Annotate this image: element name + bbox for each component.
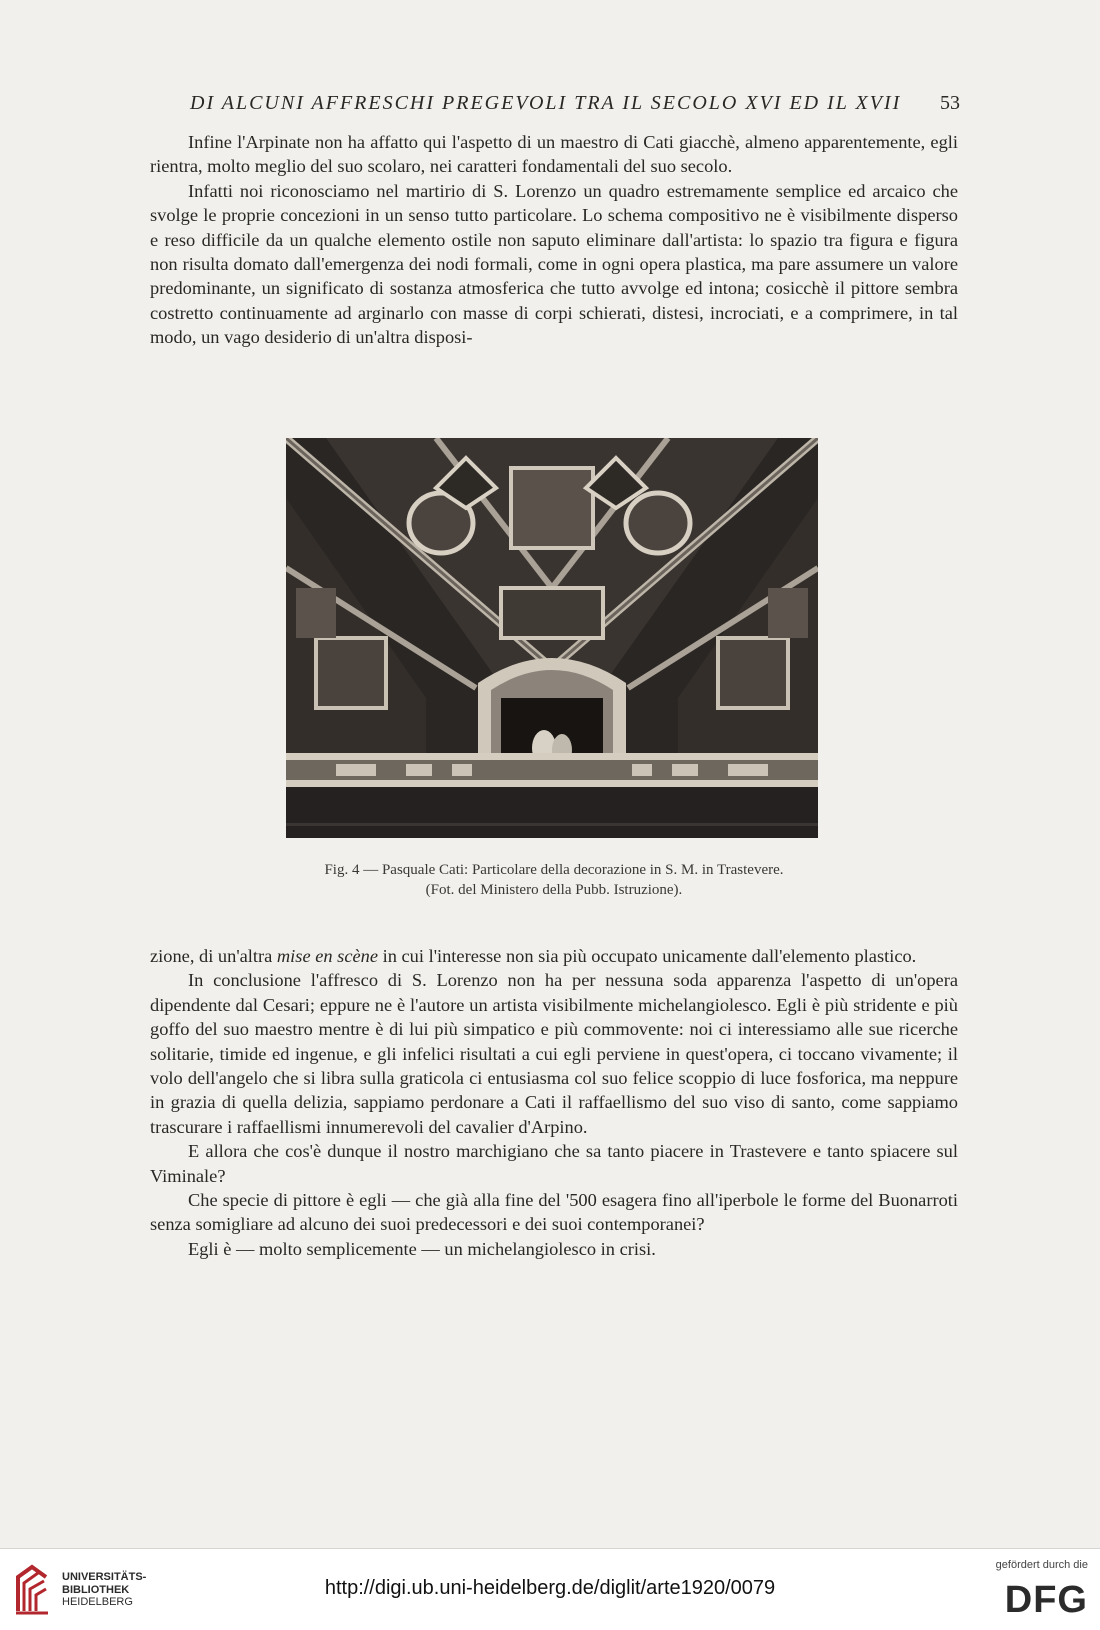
viewer-footer bbox=[0, 1548, 1100, 1630]
paragraph: E allora che cos'è dunque il nostro marchigiano che sa tanto piacere in Trastevere e tanto spiacere sul Viminale? bbox=[150, 1141, 958, 1186]
funded-by-label: gefördert durch die bbox=[995, 1559, 1088, 1571]
library-name-line: BIBLIOTHEK bbox=[62, 1583, 130, 1596]
running-title: DI ALCUNI AFFRESCHI PREGEVOLI TRA IL SECOLO XVI ED IL XVII bbox=[190, 92, 902, 114]
paragraph: Egli è — molto semplicemente — un michelangiolesco in crisi. bbox=[188, 1238, 656, 1259]
body-text-top bbox=[150, 130, 958, 350]
caption-credit: (Fot. del Ministero della Pubb. Istruzione). bbox=[425, 882, 683, 898]
caption-line: Fig. 4 — Pasquale Cati: Particolare della decorazione in S. M. in Trastevere. bbox=[324, 862, 784, 878]
library-name-line: UNIVERSITÄTS- bbox=[62, 1571, 147, 1583]
fresco-photograph bbox=[286, 438, 818, 838]
permalink-url[interactable]: http://digi.ub.uni-heidelberg.de/diglit/arte1920/0079 bbox=[324, 1577, 776, 1599]
library-name-line: HEIDELBERG bbox=[62, 1596, 133, 1608]
dfg-logo[interactable]: DFG bbox=[1004, 1579, 1088, 1621]
paragraph: Che specie di pittore è egli — che già alla fine del '500 esagera fino all'iperbole le forme del Buonarroti senza somigliare ad alcuno dei suoi predecessori e dei suoi contemporanei? bbox=[150, 1190, 958, 1235]
text-run: in cui l'interesse non sia più occupato unicamente dall'elemento plastico. bbox=[378, 946, 917, 966]
text-run: zione, di un'altra bbox=[150, 946, 277, 966]
page-number: 53 bbox=[940, 92, 960, 114]
paragraph-continuation bbox=[150, 944, 958, 968]
italic-phrase: mise en scène bbox=[276, 946, 379, 966]
ceiling-fresco-image bbox=[286, 438, 818, 838]
body-text-bottom bbox=[150, 944, 958, 1261]
paragraph: In conclusione l'affresco di S. Lorenzo non ha per nessuna soda apparenza l'aspetto di un'opera dipendente dal Cesari; eppure ne è l'autore un artista visibilmente michelangiolesco. Egli è più stridente e più goffo del suo maestro mentre è di lui più simpatico e più commovente: noi ci interessiamo alle sue ricerche solitarie, timide ed ingenue, e gli infelici risultati a cui egli perviene in quest'opera, ci toccano vivamente; il volo dell'angelo che si libra sulla graticola ci entusiasma col suo felice scoppio di luce fosforica, ma neppure in grazia di quella delizia, sappiamo perdonare a Cati il raffaellismo del suo viso di santo, come sappiamo trascurare i raffaellismi innumerevoli del cavalier d'Arpino. bbox=[150, 970, 958, 1137]
paragraph: Infine l'Arpinate non ha affatto qui l'aspetto di un maestro di Cati giacchè, almeno apparentemente, egli rientra, molto meglio del suo scolaro, nei caratteri fondamentali del suo secolo. bbox=[150, 132, 958, 177]
figure-caption bbox=[190, 860, 918, 900]
paragraph: Infatti noi riconosciamo nel martirio di S. Lorenzo un quadro estremamente semplice ed arcaico che svolge le proprie concezioni in un senso tutto particolare. Lo schema compositivo ne è visibilmente disperso e reso difficile da un qualche elemento ostile non saputo eliminare dall'artista: lo spazio tra figura e figura non risulta domato dall'emergenza dei nodi formali, come in ogni opera plastica, ma pare assumere un valore predominante, un significato di sostanza atmosferica che tutto avvolge ed intona; cosicchè il pittore sembra costretto continuamente ad arginarlo con masse di corpi schierati, distesi, incrociati, e a comprimere, in tal modo, un vago desiderio di un'altra disposi- bbox=[150, 180, 958, 348]
